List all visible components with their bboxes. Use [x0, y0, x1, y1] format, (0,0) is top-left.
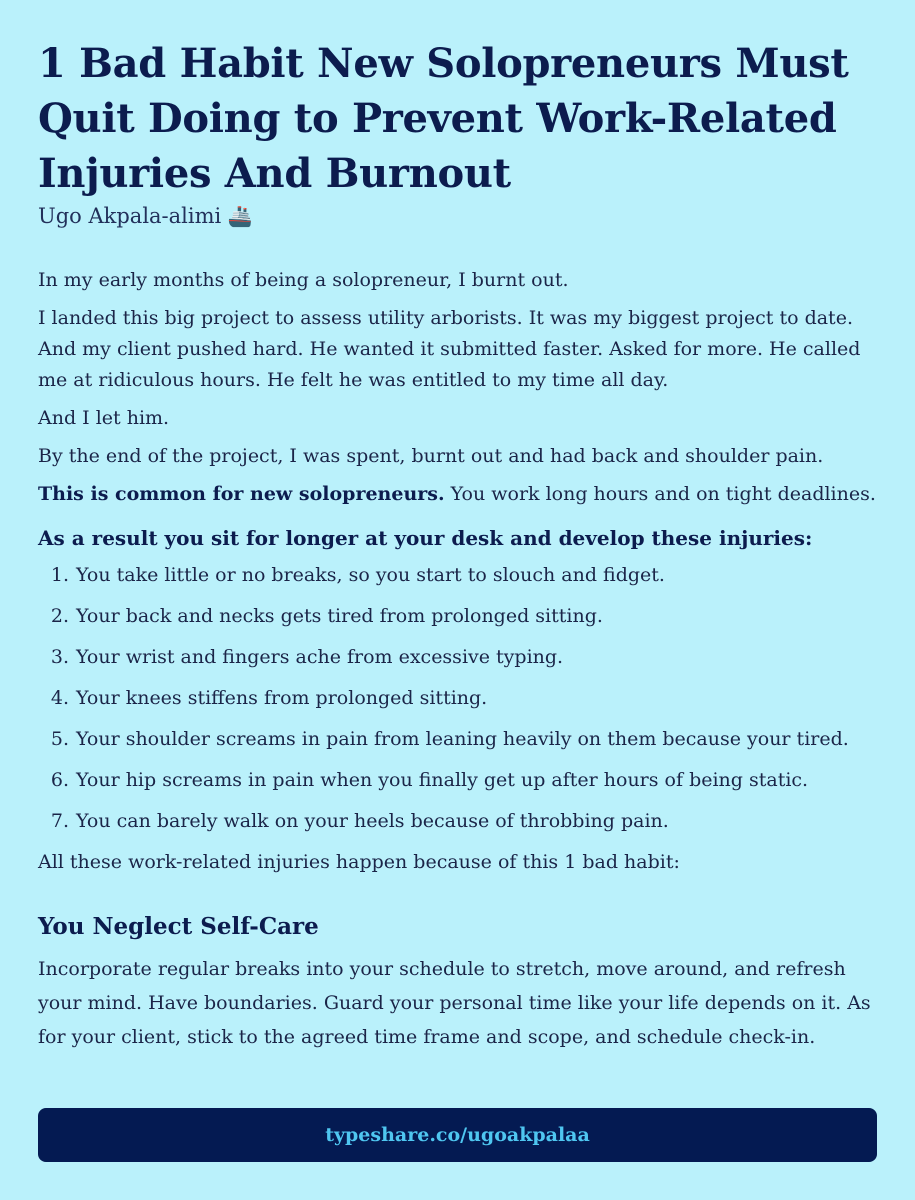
list-number: 4.	[50, 687, 69, 709]
author-line	[38, 201, 877, 231]
list-item-text: You can barely walk on your heels because of throbbing pain.	[76, 810, 669, 832]
paragraph	[38, 479, 877, 510]
list-number: 3.	[50, 646, 69, 668]
ship-emoji-icon: 🚢	[227, 204, 253, 228]
list-item	[38, 601, 877, 632]
list-number: 6.	[50, 769, 69, 791]
paragraph: I landed this big project to assess utility arborists. It was my biggest project to date. And my client pushed hard. He wanted it submitted faster. Asked for more. He called me at ridiculous hours. He felt he was entitled to my time all day.	[38, 307, 861, 391]
list-item-text: Your hip screams in pain when you finally get up after hours of being static.	[76, 769, 809, 791]
list-item	[38, 765, 877, 796]
paragraph: In my early months of being a solopreneur, I burnt out.	[38, 269, 569, 291]
post-body	[38, 265, 877, 1054]
list-item	[38, 642, 877, 673]
footer-link-button[interactable]	[38, 1108, 877, 1162]
paragraph: Incorporate regular breaks into your schedule to stretch, move around, and refresh your mind. Have boundaries. Guard your personal time like your life depends on it. As for your client, stick to the agreed time frame and scope, and schedule check-in.	[38, 958, 871, 1048]
list-item	[38, 724, 877, 755]
section-heading: You Neglect Self-Care	[38, 913, 319, 940]
injury-list	[38, 560, 877, 837]
paragraph: By the end of the project, I was spent, burnt out and had back and shoulder pain.	[38, 445, 824, 467]
list-item-text: Your knees stiffens from prolonged sitting.	[76, 687, 488, 709]
list-item-text: Your back and necks gets tired from prolonged sitting.	[76, 605, 603, 627]
list-heading: As a result you sit for longer at your desk and develop these injuries:	[38, 526, 813, 550]
list-item	[38, 806, 877, 837]
author-name: Ugo Akpala-alimi	[38, 204, 222, 228]
list-item	[38, 683, 877, 714]
paragraph-text: You work long hours and on tight deadlines.	[444, 483, 876, 505]
list-item-text: Your shoulder screams in pain from leaning heavily on them because your tired.	[76, 728, 849, 750]
emphasis-text: This is common for new solopreneurs.	[38, 483, 445, 505]
list-item	[38, 560, 877, 591]
list-number: 5.	[50, 728, 69, 750]
post-title: 1 Bad Habit New Solopreneurs Must Quit Doing to Prevent Work-Related Injuries And Burnout	[38, 40, 849, 197]
paragraph: And I let him.	[38, 407, 170, 429]
footer-link-text[interactable]: typeshare.co/ugoakpalaa	[325, 1124, 590, 1146]
list-item-text: You take little or no breaks, so you start to slouch and fidget.	[76, 564, 665, 586]
list-item-text: Your wrist and fingers ache from excessive typing.	[76, 646, 564, 668]
list-number: 1.	[50, 564, 69, 586]
list-number: 2.	[50, 605, 69, 627]
list-number: 7.	[50, 810, 69, 832]
paragraph: All these work-related injuries happen because of this 1 bad habit:	[38, 851, 680, 873]
